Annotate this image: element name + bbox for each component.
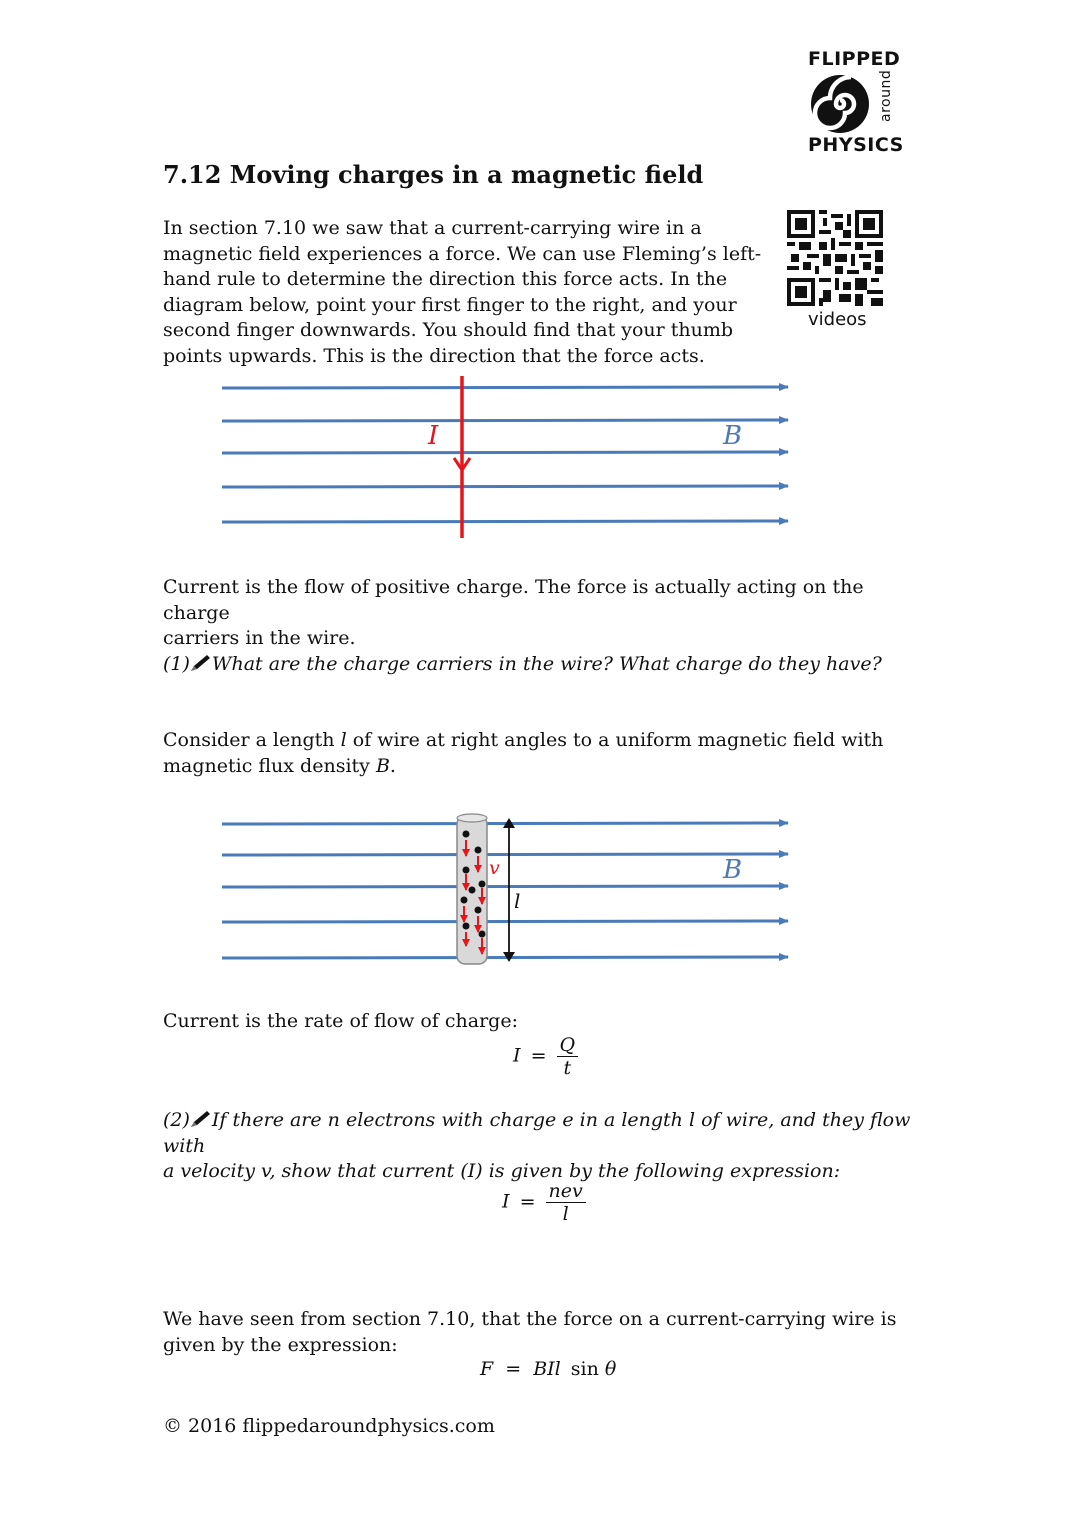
length-label: l <box>514 889 521 913</box>
field-lines <box>222 823 788 958</box>
field-lines <box>222 387 788 522</box>
qr-caption: videos <box>808 309 867 330</box>
intro-line: In section 7.10 we saw that a current-carrying wire in a <box>163 217 702 239</box>
intro-paragraph <box>163 216 763 369</box>
paragraph-line: magnetic flux density B. <box>163 754 396 777</box>
equation-force: F = BIl sin θ <box>480 1358 617 1380</box>
logo-top-text: FLIPPED <box>808 48 901 70</box>
equation-current-charge: I = $\frac{Q}{t}$ <box>513 1034 578 1079</box>
question-text: If there are n electrons with charge e in a length l of wire, and they flow with <box>163 1109 911 1157</box>
pen-icon <box>190 1110 212 1128</box>
intro-line: magnetic field experiences a force. We can use Fleming’s left- <box>163 242 762 265</box>
paragraph-line: Current is the flow of positive charge. The force is actually acting on the charge <box>163 576 864 624</box>
question-line <box>163 1108 943 1159</box>
footer-copyright: © 2016 flippedaroundphysics.com <box>163 1415 495 1437</box>
page-title: 7.12 Moving charges in a magnetic field <box>163 160 704 189</box>
pen-icon <box>190 654 212 672</box>
intro-line: second finger downwards. You should find that your thumb <box>163 319 734 341</box>
var-B: B <box>375 754 390 777</box>
wire-field-diagram <box>210 370 810 545</box>
question-number: (2) <box>163 1109 190 1131</box>
velocity-label: v <box>489 857 500 879</box>
question-number: (1) <box>163 653 190 675</box>
fraction: $\frac{Q}{t}$ <box>557 1034 579 1079</box>
paragraph-line: Consider a length l of wire at right angles to a uniform magnetic field with <box>163 729 884 751</box>
intro-line: points upwards. This is the direction that the force acts. <box>163 344 705 367</box>
logo-side-text: around <box>878 69 894 122</box>
logo-bottom-text: PHYSICS <box>808 134 904 156</box>
question-line: a velocity v, show that current (I) is given by the following expression: <box>163 1160 841 1182</box>
charge-carrier-diagram <box>210 810 810 970</box>
question-text: What are the charge carriers in the wire? What charge do they have? <box>211 653 882 675</box>
field-label-2: B <box>723 855 743 885</box>
paragraph-line: carriers in the wire. <box>163 627 356 649</box>
intro-line: diagram below, point your first finger to the right, and your <box>163 293 737 316</box>
fraction: $\frac{\text{nev}}{l}$ <box>546 1180 586 1225</box>
current-label: I <box>428 421 439 451</box>
equation-current-drift: I = $\frac{\text{nev}}{l}$ <box>502 1180 586 1225</box>
paragraph-force-expression <box>163 1307 923 1358</box>
var-l: l <box>340 729 347 751</box>
question-1 <box>163 652 923 678</box>
field-label: B <box>723 421 743 451</box>
paragraph-line: We have seen from section 7.10, that the force on a current-carrying wire is <box>163 1308 897 1330</box>
paragraph-line: given by the expression: <box>163 1333 398 1356</box>
paragraph-charge-flow <box>163 575 923 652</box>
question-2 <box>163 1108 943 1185</box>
intro-line: hand rule to determine the direction this force acts. In the <box>163 268 728 290</box>
paragraph-consider <box>163 728 923 779</box>
qr-code-icon[interactable] <box>787 210 883 306</box>
paragraph-current-rate: Current is the rate of flow of charge: <box>163 1010 518 1032</box>
